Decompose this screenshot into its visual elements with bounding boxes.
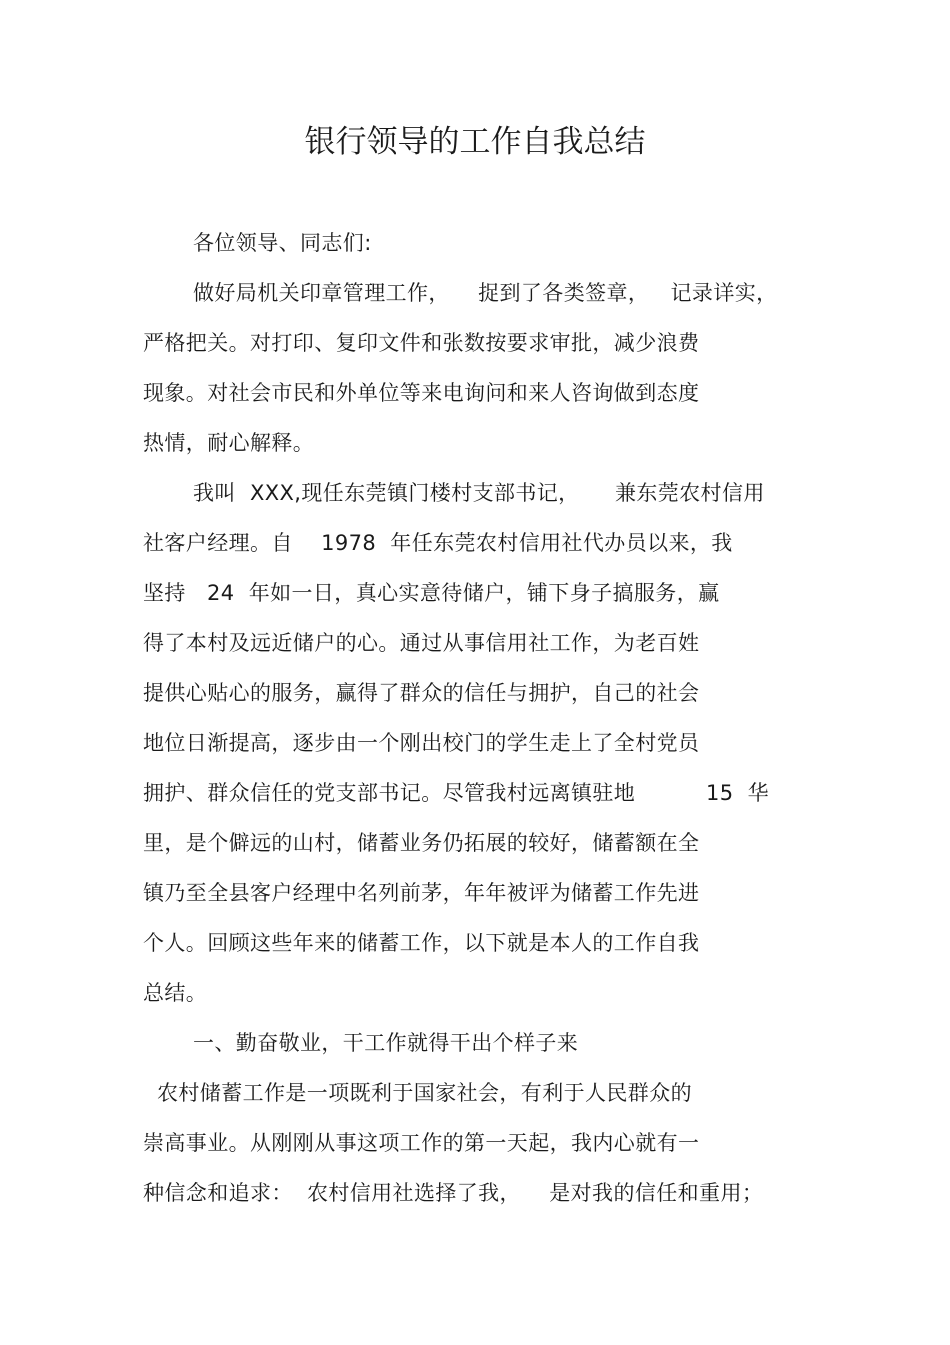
text-line: 地位日渐提高，逐步由一个刚出校门的学生走上了全村党员 (143, 731, 700, 755)
text-line: 个人。回顾这些年来的储蓄工作，以下就是本人的工作自我 (143, 931, 700, 955)
text-line: 农村储蓄工作是一项既利于国家社会，有利于人民群众的 (157, 1081, 692, 1105)
text-line: 总结。 (143, 981, 208, 1005)
text-line: 做好局机关印章管理工作， 捉到了各类签章， 记录详实， (193, 281, 778, 305)
text-line: 严格把关。对打印、复印文件和张数按要求审批，减少浪费 (143, 331, 700, 355)
text-line: 镇乃至全县客户经理中名列前茅，年年被评为储蓄工作先进 (143, 881, 700, 905)
document-title: 银行领导的工作自我总结 (304, 124, 646, 160)
text-line: 社客户经理。自 1978 年任东莞农村信用社代办员以来，我 (143, 531, 733, 555)
section-heading: 一、勤奋敬业，干工作就得干出个样子来 (193, 1031, 579, 1055)
text-line: 坚持 24 年如一日，真心实意待储户，铺下身子搞服务，赢 (143, 581, 720, 605)
text-line: 我叫 XXX,现任东莞镇门楼村支部书记， 兼东莞农村信用 (193, 481, 765, 505)
text-line: 种信念和追求： 农村信用社选择了我， 是对我的信任和重用； (143, 1181, 764, 1205)
text-line: 提供心贴心的服务，赢得了群众的信任与拥护，自己的社会 (143, 681, 700, 705)
text-line: 拥护、群众信任的党支部书记。尽管我村远离镇驻地 15 华 (143, 781, 770, 805)
text-line-salutation: 各位领导、同志们: (193, 231, 372, 255)
text-line: 热情，耐心解释。 (143, 431, 315, 455)
text-line: 里，是个僻远的山村，储蓄业务仍拓展的较好，储蓄额在全 (143, 831, 700, 855)
text-line: 得了本村及远近储户的心。通过从事信用社工作，为老百姓 (143, 631, 700, 655)
text-line: 现象。对社会市民和外单位等来电询问和来人咨询做到态度 (143, 381, 700, 405)
text-line: 崇高事业。从刚刚从事这项工作的第一天起，我内心就有一 (143, 1131, 700, 1155)
